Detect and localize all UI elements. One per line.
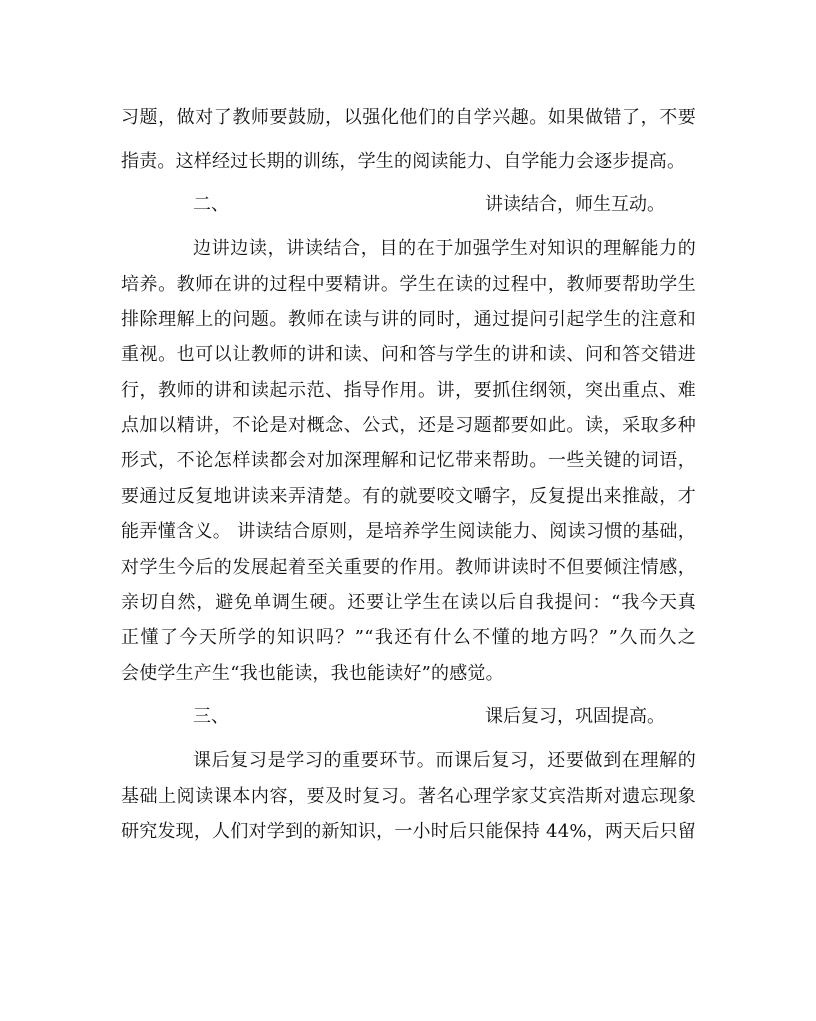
paragraph-line: 习题，做对了教师要鼓励，以强化他们的自学兴趣。如果做错了，不要: [121, 107, 696, 128]
paragraph-line: 课后复习是学习的重要环节。而课后复习，还要做到在理解的: [193, 750, 696, 771]
paragraph-line: 培养。教师在讲的过程中要精讲。学生在读的过程中，教师要帮助学生: [121, 274, 696, 295]
paragraph-line: 亲切自然，避免单调生硬。还要让学生在读以后自我提问：“我今天真: [121, 592, 696, 613]
section-number: 二、: [193, 194, 229, 215]
section-title: 课后复习，巩固提高。: [485, 706, 665, 727]
paragraph-line: 行，教师的讲和读起示范、指导作用。讲，要抓住纲领，突出重点、难: [121, 380, 696, 401]
paragraph-line: 形式，不论怎样读都会对加深理解和记忆带来帮助。一些关键的词语，: [121, 450, 696, 471]
paragraph-line: 基础上阅读课本内容，要及时复习。著名心理学家艾宾浩斯对遗忘现象: [121, 786, 696, 807]
paragraph-line: 研究发现，人们对学到的新知识，一小时后只能保持 44%，两天后只留: [121, 821, 696, 842]
paragraph-line: 会使学生产生“我也能读，我也能读好”的感觉。: [121, 663, 504, 684]
paragraph-line: 能弄懂含义。 讲读结合原则，是培养学生阅读能力、阅读习惯的基础，: [121, 521, 696, 542]
paragraph-line: 排除理解上的问题。教师在读与讲的同时，通过提问引起学生的注意和: [121, 309, 696, 330]
paragraph-line: 对学生今后的发展起着至关重要的作用。教师讲读时不但要倾注情感，: [121, 557, 696, 578]
paragraph-line: 点加以精讲，不论是对概念、公式，还是习题都要如此。读，采取多种: [121, 415, 696, 436]
paragraph-line: 指责。这样经过长期的训练，学生的阅读能力、自学能力会逐步提高。: [121, 151, 686, 172]
paragraph-line: 正懂了今天所学的知识吗？”“我还有什么不懂的地方吗？”久而久之: [121, 627, 696, 648]
paragraph-line: 边讲边读，讲读结合，目的在于加强学生对知识的理解能力的: [193, 238, 696, 259]
paragraph-line: 重视。也可以让教师的讲和读、问和答与学生的讲和读、问和答交错进: [121, 344, 696, 365]
section-number: 三、: [193, 706, 229, 727]
paragraph-line: 要通过反复地讲读来弄清楚。有的就要咬文嚼字，反复提出来推敲，才: [121, 486, 696, 507]
section-title: 讲读结合，师生互动。: [485, 194, 665, 215]
